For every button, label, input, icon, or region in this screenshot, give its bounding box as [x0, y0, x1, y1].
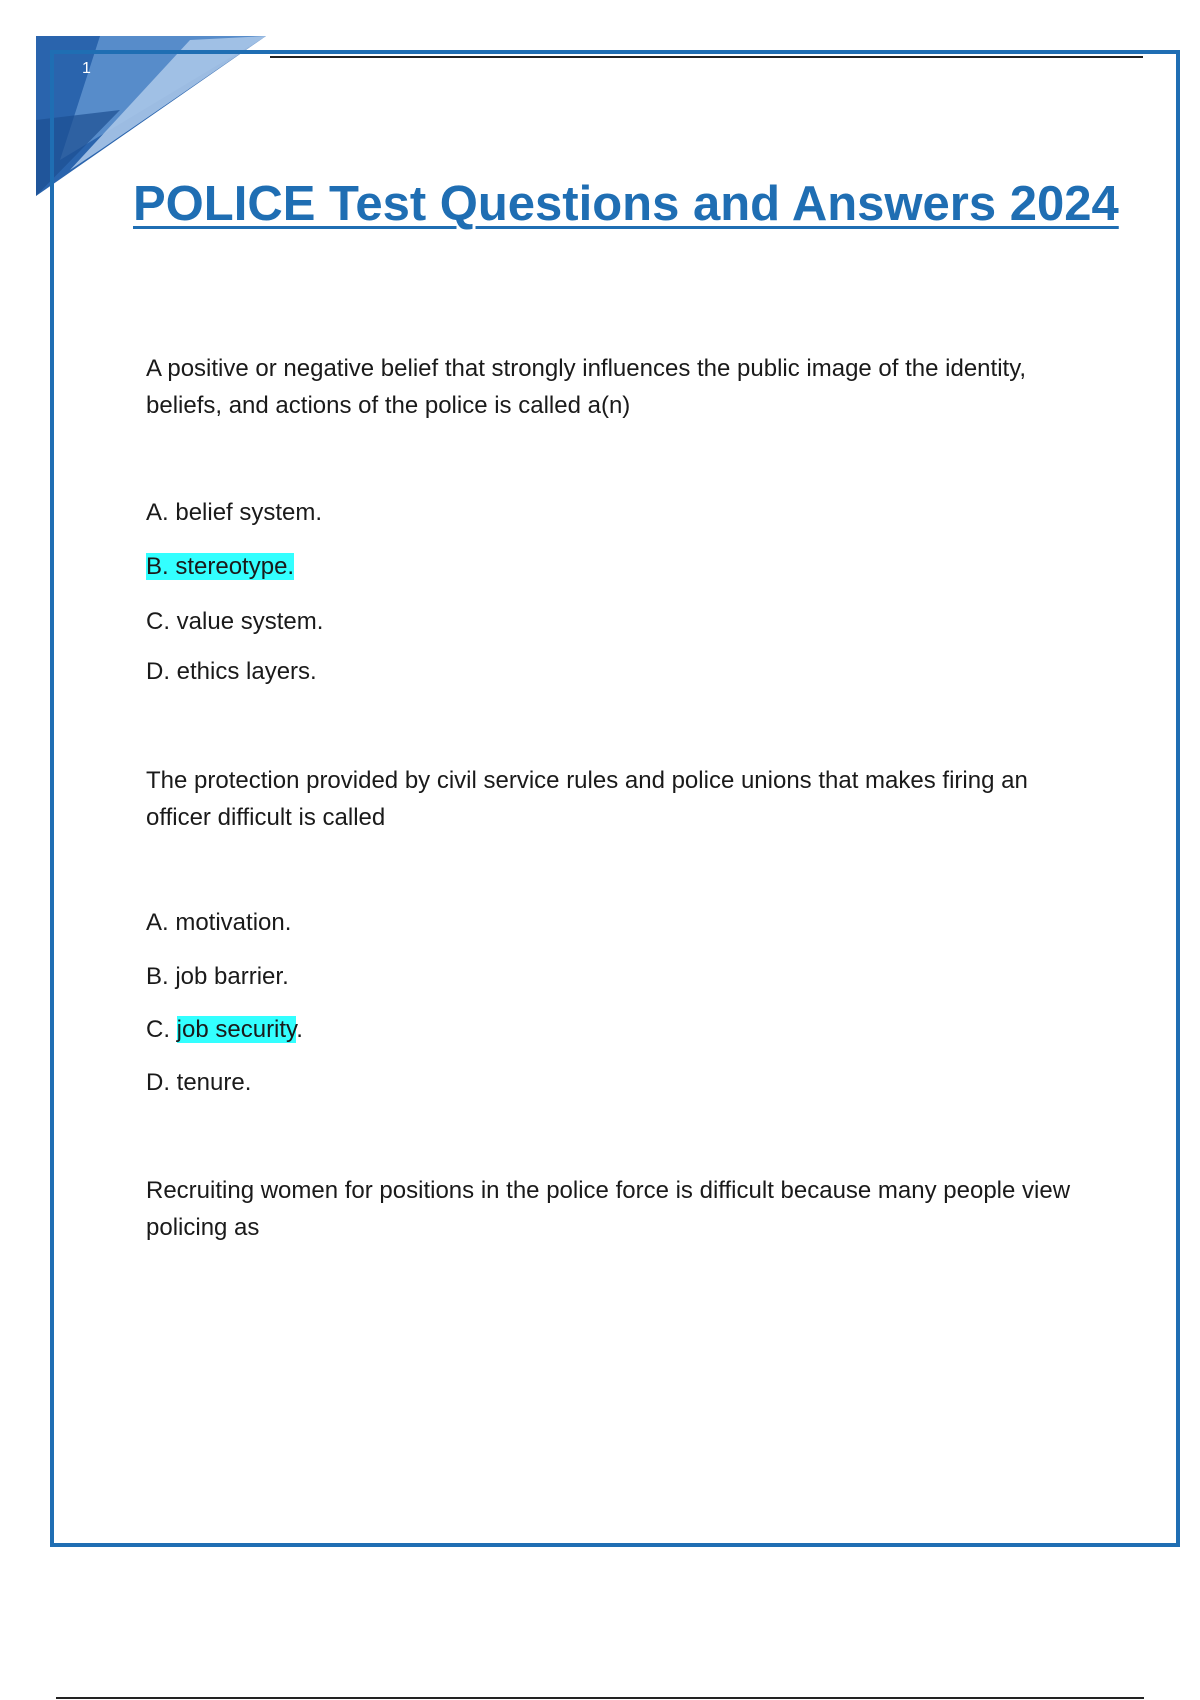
page-number: 1: [82, 60, 91, 77]
question-1-text: A positive or negative belief that strongly influences the public image of the identity, beliefs, and actions of the police is called a(n): [146, 355, 1027, 419]
footer-rule: [56, 1697, 1144, 1699]
question-2-text: The protection provided by civil service rules and police unions that makes firing an officer difficult is called: [146, 767, 1028, 831]
answer-highlight: job security: [176, 1016, 297, 1043]
question-2-option-d: D. tenure.: [146, 1069, 252, 1096]
question-1-option-b-highlighted: [146, 550, 294, 584]
answer-highlight: B. stereotype.: [146, 553, 295, 580]
question-1-option-a: A. belief system.: [146, 499, 323, 526]
document-title: POLICE Test Questions and Answers 2024: [133, 177, 1119, 231]
option-c-prefix: C.: [146, 1016, 177, 1043]
question-3-text: Recruiting women for positions in the police force is difficult because many people view policing as: [146, 1177, 1071, 1241]
question-2-option-a: A. motivation.: [146, 909, 292, 936]
question-1-option-d: D. ethics layers.: [146, 658, 317, 685]
question-2-option-b: B. job barrier.: [146, 963, 289, 990]
question-1-option-c: C. value system.: [146, 608, 324, 635]
option-c-suffix: .: [296, 1016, 303, 1043]
question-2-option-c-highlighted: [146, 1013, 303, 1047]
